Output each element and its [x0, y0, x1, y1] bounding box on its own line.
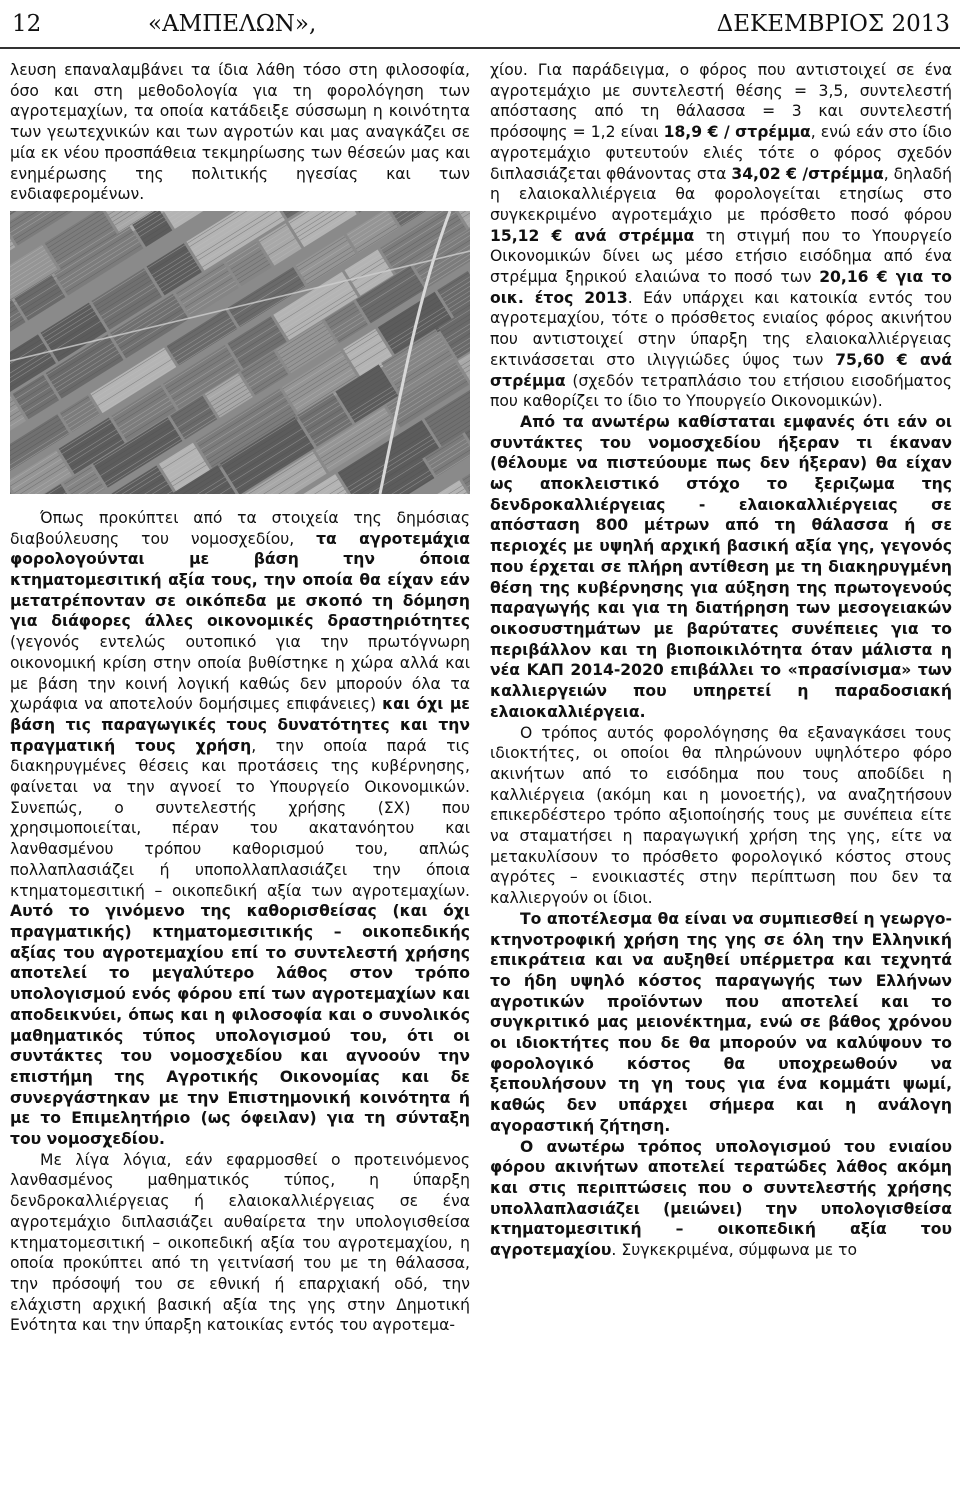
left-p2-bold-f: Αυτό το γινόμενο της καθορισθείσας (και όχι πραγματικής) κτηματομεσιτικής – οικοπεδικής αξίας του αγροτεμαχίου επί το συντελεστή χρήσης αποτελεί το μεγαλύτερο λάθος στον τρόπο υπολογισμού ενός φόρου επί των αγροτεμαχίων και αποδεικνύει, όπως και η φιλοσοφία και ο συνολικός μαθηματικός τύπος υπολογισμού του, ότι οι συντάκτες του νομοσχεδίου και αγνοούν την επιστήμη της Αγροτικής Οικονομίας και δε συνεργάστηκαν με την Επιστημονική κοινότητα ή με το Επιμελητήριο (ως όφειλαν) για τη σύνταξη του νομοσχεδίου.	[10, 902, 470, 1149]
right-column	[490, 60, 952, 1261]
right-p1-bold-f: 15,12 € ανά στρέμμα	[490, 226, 695, 245]
issue-date: ΔΕΚΕΜΒΡΙΟΣ 2013	[716, 11, 950, 37]
right-paragraph-3: Ο τρόπος αυτός φορολόγησης θα εξαναγκάσει τους ιδιοκτήτες, οι οποίοι θα πληρώνουν υψηλότερο φόρο ακινήτων από το εισόδημα που τους αποδίδει η καλλιέργεια (ακόμη και η μονοετής), να αναζητήσουν επικερδέστερο τρόπο αξιοποίησής τους με συνέπεια είτε να σταματήσει η παραγωγική χρήση της γης, είτε να μετακυλίσουν το πρόσθετο φορολογικό κόστος στους αγρότες – ενοικιαστές στην περίπτωση που δεν τα καλλιεργούν οι ίδιοι.	[490, 723, 952, 908]
right-p5-bold-a: Ο ανωτέρω τρόπος υπολογισμού του ενιαίου φόρου ακινήτων αποτελεί τερατώδες λάθος ακόμη και στις περιπτώσεις που ο συντελεστής χρήσης υπολλαπλασιάζει (μειώνει) την υπολογισθείσα κτηματομεσιτική – οικοπεδική αξία του αγροτεμαχίου	[490, 1137, 952, 1260]
left-p2-text-a: Όπως προκύπτει από τα στοιχεία της δημόσιας διαβούλευσης του νομοσχεδίου,	[10, 508, 470, 548]
right-paragraph-4	[490, 909, 952, 1137]
right-p1-bold-b: 18,9 € / στρέμμα	[663, 123, 811, 142]
right-p1-bold-j: 75,60 € ανά στρέμμα	[490, 350, 952, 390]
right-p1-text-a: χίου. Για παράδειγμα, ο φόρος που αντιστοιχεί σε ένα αγροτεμάχιο με συντελεστή θέσης = 3,5, συντελεστή απόστασης από τη θάλασσα = 3 και συντελεστή πρόσοψης = 1,2 είναι	[490, 61, 952, 142]
right-p2-bold: Από τα ανωτέρω καθίσταται εμφανές ότι εάν οι συντάκτες του νομοσχεδίου ήξεραν τι έκαναν (θέλουμε να πιστεύουμε πως δεν ήξεραν) θα είχαν ως αποκλειστικό στόχο το ξεριζωμα της δενδροκαλλιέργειας - ελαιοκαλλιέργειας σε απόσταση 800 μέτρων από τη θάλασσα ή σε περιοχές με υψηλή αρχική βασική αξία γης, γεγονός που έρχεται σε πλήρη αντίθεση με τη διακηρυγμένη θέση της κυβέρνησης για αύξηση της πρωτογενούς παραγωγής και για τη διατήρηση των μεσογειακών οικοσυστημάτων με βαρύτατες συνέπειες για το περιβάλλον και τη βιοποικιλότητα όταν μάλιστα η νέα ΚΑΠ 2014-2020 επιβάλλει το «πρασίνισμα» των καλλιεργειών που υπηρετεί η παραδοσιακή ελαιοκαλλιέργεια.	[490, 412, 952, 721]
right-p1-text-i: . Εάν υπάρχει και κατοικία εντός του αγροτεμαχίου, τότε ο πρόσθετος ενιαίος φόρος ακινήτου που αντιστοιχεί στην ύπαρξη της ελαιοκαλλιέργειας εκτινάσσεται στο ιλιγγιώδες ύψος των	[490, 288, 952, 369]
page-number: 12	[12, 11, 42, 37]
right-paragraph-5	[490, 1137, 952, 1261]
left-p2-text-c: (γεγονός εντελώς ουτοπικό για την πρωτόγνωρη οικονομική κρίση στην οποία βυθίστηκε η χώρα αλλά και με βάση την κοινή λογική καθώς δεν μπορούν όλα τα χωράφια να αποτελούν δομήσιμες επιφάνειες)	[10, 633, 470, 714]
left-paragraph-2	[10, 508, 470, 1150]
right-p5-text-b: . Συγκεκριμένα, σύμφωνα με το	[611, 1241, 858, 1260]
page-header	[0, 0, 960, 56]
header-rule	[0, 47, 960, 49]
publication-name: «ΑΜΠΕΛΩΝ»,	[148, 11, 317, 37]
left-paragraph-1: λευση επαναλαμβάνει τα ίδια λάθη τόσο στη φιλοσοφία, όσο και στη μεθοδολογία για τη φορολόγηση των αγροτεμαχίων, τα οποία κατάδειξε σύσσωμη η κοινότητα των γεωτεχνικών και των αγροτών και μας αναγκάζει σε μία εκ νέου προσπάθεια τεκμηρίωσης των θέσεών μας και ενημέρωσης της πολιτικής ηγεσίας και των ενδιαφερομένων.	[10, 61, 470, 204]
left-p2-text-e: , την οποία παρά τις διακηρυγμένες θέσεις και προτάσεις της κυβέρνησης, φαίνεται να την αγνοεί το Υπουργείο Οικονομικών. Συνεπώς, ο συντελεστής χρήσης (ΣΧ) που χρησιμοποιείται, πέραν του ακατανόητου και λανθασμένου τρόπου καθορισμού του, απλώς πολλαπλασιάζει ή υποπολλαπλασιάζει την όποια κτηματομεσιτική – οικοπεδική αξία των αγροτεμαχίων.	[10, 736, 471, 900]
left-paragraph-3: Με λίγα λόγια, εάν εφαρμοσθεί ο προτεινόμενος λανθασμένος μαθηματικός τύπος, η ύπαρξη δενδροκαλλιέργειας ή ελαιοκαλλιέργειας σε ένα αγροτεμάχιο διπλασιάζει αυθαίρετα την υπολογισθείσα κτηματομεσιτική – οικοπεδική αξία του αγροτεμαχίου, η οποία προκύπτει από τη γειτνίασή του με τη θάλασσα, την πρόσοψή του σε εθνική ή επαρχιακή οδό, την ελάχιστη αρχική βασική αξία της γης στην Δημοτική Ενότητα και την ύπαρξη κατοικίας εντός του αγροτεμα-	[10, 1150, 470, 1335]
aerial-photo	[10, 211, 470, 494]
right-p1-bold-d: 34,02 € /στρέμμα	[731, 164, 884, 183]
right-p4-bold: Το αποτέλεσμα θα είναι να συμπιεσθεί η γεωργο-κτηνοτροφική χρήση της γης σε όλη την Ελληνική επικράτεια και να αυξηθεί υπέρμετρα και τεχνητά το ήδη υψηλό κόστος παραγωγής των Ελλήνων αγροτικών προϊόντων που αποτελεί και το συγκριτικό μας μειονέκτημα, ενώ σε βάθος χρόνου οι ιδιοκτήτες που δε θα μπορούν να καλύψουν το φορολογικό κόστος θα υποχρεωθούν να ξεπουλήσουν τη γη τους για ένα κομμάτι ψωμί, καθώς δεν υπάρχει σήμερα και η ανάλογη αγοραστική ζήτηση.	[490, 909, 952, 1135]
right-p1-text-k: (σχεδόν τετραπλάσιο του ετήσιου εισοδήματος που καθορίζει το ίδιο το Υπουργείο Οικονομικών).	[490, 371, 952, 411]
right-p1-text-e: , δηλαδή η ελαιοκαλλιέργεια θα φορολογείται ετησίως στο συγκεκριμένο αγροτεμάχιο με πρόσθετο ποσό φόρου	[490, 164, 952, 224]
right-p1-bold-h: 20,16 € για το οικ. έτος 2013	[490, 268, 953, 307]
left-p2-bold-d: και όχι με βάση τις παραγωγικές τους δυνατότητες και την πραγματική τους χρήση	[10, 695, 470, 755]
left-p2-bold-b: τα αγροτεμάχια φορολογούνται με βάση την όποια κτηματομεσιτική αξία τους, την οποία θα είχαν εάν μετατρέπονταν σε οικόπεδα με σκοπό τη δόμηση για διάφορες άλλες οικονομικές δραστηριότητες	[10, 529, 470, 631]
right-p1-text-c: , ενώ εάν στο ίδιο αγροτεμάχιο φυτευτούν ελιές τότε ο φόρος σχεδόν διπλασιάζεται φθάνοντας στα	[490, 123, 952, 183]
right-p1-text-g: τη στιγμή που το Υπουργείο Οικονομικών δίνει ως μέσο ετήσιο εισόδημα από ένα στρέμμα ξηρικού ελαιώνα το ποσό των	[490, 226, 952, 287]
right-paragraph-1	[490, 60, 952, 412]
left-column	[10, 60, 470, 1336]
right-paragraph-2	[490, 412, 952, 723]
aerial-farmland-icon	[10, 211, 470, 494]
